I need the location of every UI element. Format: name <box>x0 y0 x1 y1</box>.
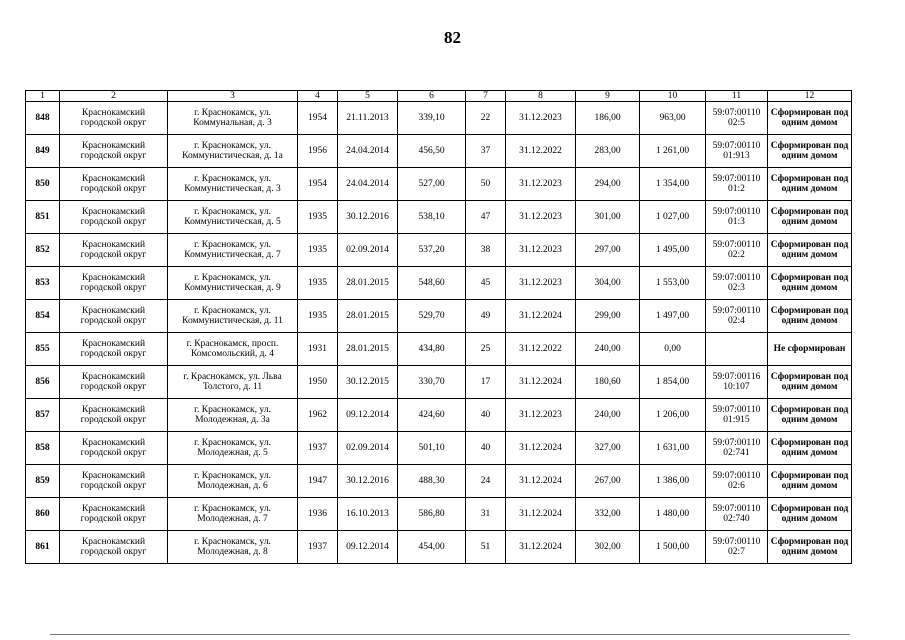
cell-apartments-area: 180,60 <box>576 366 640 399</box>
cell-land-status: Сформирован под одним домом <box>768 498 852 531</box>
cell-residents-count: 31 <box>466 498 506 531</box>
cell-residents-count: 40 <box>466 432 506 465</box>
cell-address: г. Краснокамск, ул. Молодежная, д. 5 <box>168 432 298 465</box>
cell-municipality: Краснокамский городской округ <box>60 168 168 201</box>
cell-resettlement-deadline: 31.12.2022 <box>506 333 576 366</box>
cell-land-area: 1 495,00 <box>640 234 706 267</box>
cell-municipality: Краснокамский городской округ <box>60 531 168 564</box>
cell-resettlement-deadline: 31.12.2024 <box>506 366 576 399</box>
cell-address: г. Краснокамск, ул. Молодежная, д. 6 <box>168 465 298 498</box>
cell-residents-count: 50 <box>466 168 506 201</box>
cell-living-area: 434,80 <box>398 333 466 366</box>
cell-apartments-area: 299,00 <box>576 300 640 333</box>
cell-land-area: 1 480,00 <box>640 498 706 531</box>
cell-land-area: 1 354,00 <box>640 168 706 201</box>
cell-recognition-date: 30.12.2016 <box>338 465 398 498</box>
cell-municipality: Краснокамский городской округ <box>60 201 168 234</box>
cell-address: г. Краснокамск, ул. Молодежная, д. 3а <box>168 399 298 432</box>
cell-row-number: 851 <box>26 201 60 234</box>
cell-address: г. Краснокамск, ул. Коммунистическая, д. 11 <box>168 300 298 333</box>
cell-address: г. Краснокамск, ул. Молодежная, д. 8 <box>168 531 298 564</box>
cell-land-area: 1 261,00 <box>640 135 706 168</box>
cell-municipality: Краснокамский городской округ <box>60 300 168 333</box>
cell-land-area: 0,00 <box>640 333 706 366</box>
cell-recognition-date: 16.10.2013 <box>338 498 398 531</box>
cell-resettlement-deadline: 31.12.2023 <box>506 168 576 201</box>
table-row <box>26 201 852 234</box>
cell-row-number: 856 <box>26 366 60 399</box>
table-row <box>26 432 852 465</box>
cell-row-number: 853 <box>26 267 60 300</box>
cell-build-year: 1937 <box>298 432 338 465</box>
cell-residents-count: 37 <box>466 135 506 168</box>
cell-build-year: 1954 <box>298 102 338 135</box>
table-row <box>26 399 852 432</box>
cell-build-year: 1947 <box>298 465 338 498</box>
cell-residents-count: 49 <box>466 300 506 333</box>
cell-living-area: 529,70 <box>398 300 466 333</box>
cell-cadastral-number <box>706 333 768 366</box>
cell-recognition-date: 09.12.2014 <box>338 531 398 564</box>
cell-residents-count: 24 <box>466 465 506 498</box>
cell-recognition-date: 28.01.2015 <box>338 267 398 300</box>
table-row <box>26 465 852 498</box>
cell-municipality: Краснокамский городской округ <box>60 135 168 168</box>
cell-apartments-area: 302,00 <box>576 531 640 564</box>
table-row <box>26 333 852 366</box>
column-header-8: 8 <box>506 91 576 102</box>
cell-recognition-date: 30.12.2016 <box>338 201 398 234</box>
table-row <box>26 135 852 168</box>
cell-land-area: 1 386,00 <box>640 465 706 498</box>
cell-municipality: Краснокамский городской округ <box>60 432 168 465</box>
column-header-12: 12 <box>768 91 852 102</box>
cell-build-year: 1956 <box>298 135 338 168</box>
cell-land-status: Сформирован под одним домом <box>768 366 852 399</box>
cell-land-area: 1 553,00 <box>640 267 706 300</box>
cell-land-status: Сформирован под одним домом <box>768 168 852 201</box>
cell-land-status: Сформирован под одним домом <box>768 234 852 267</box>
cell-address: г. Краснокамск, ул. Коммунистическая, д. 1а <box>168 135 298 168</box>
cell-row-number: 860 <box>26 498 60 531</box>
cell-residents-count: 51 <box>466 531 506 564</box>
cell-row-number: 852 <box>26 234 60 267</box>
cell-land-area: 1 206,00 <box>640 399 706 432</box>
cell-land-status: Сформирован под одним домом <box>768 201 852 234</box>
cell-address: г. Краснокамск, ул. Льва Толстого, д. 11 <box>168 366 298 399</box>
cell-cadastral-number: 59:07:00116 10:107 <box>706 366 768 399</box>
cell-resettlement-deadline: 31.12.2023 <box>506 267 576 300</box>
cell-cadastral-number: 59:07:00110 02:3 <box>706 267 768 300</box>
cell-living-area: 488,30 <box>398 465 466 498</box>
cell-address: г. Краснокамск, ул. Коммунистическая, д. 3 <box>168 168 298 201</box>
cell-recognition-date: 28.01.2015 <box>338 300 398 333</box>
cell-land-status: Сформирован под одним домом <box>768 432 852 465</box>
cell-apartments-area: 294,00 <box>576 168 640 201</box>
cell-municipality: Краснокамский городской округ <box>60 465 168 498</box>
bottom-divider <box>50 634 850 635</box>
cell-build-year: 1935 <box>298 234 338 267</box>
cell-municipality: Краснокамский городской округ <box>60 333 168 366</box>
cell-row-number: 850 <box>26 168 60 201</box>
column-header-2: 2 <box>60 91 168 102</box>
cell-land-area: 1 497,00 <box>640 300 706 333</box>
cell-cadastral-number: 59:07:00110 02:5 <box>706 102 768 135</box>
table-row <box>26 531 852 564</box>
cell-living-area: 330,70 <box>398 366 466 399</box>
column-header-3: 3 <box>168 91 298 102</box>
table-row <box>26 267 852 300</box>
cell-land-area: 1 500,00 <box>640 531 706 564</box>
table-row <box>26 102 852 135</box>
cell-build-year: 1950 <box>298 366 338 399</box>
cell-municipality: Краснокамский городской округ <box>60 267 168 300</box>
cell-cadastral-number: 59:07:00110 02:740 <box>706 498 768 531</box>
cell-residents-count: 38 <box>466 234 506 267</box>
column-header-7: 7 <box>466 91 506 102</box>
column-header-9: 9 <box>576 91 640 102</box>
table-row <box>26 168 852 201</box>
cell-apartments-area: 283,00 <box>576 135 640 168</box>
cell-row-number: 857 <box>26 399 60 432</box>
cell-living-area: 339,10 <box>398 102 466 135</box>
cell-resettlement-deadline: 31.12.2024 <box>506 432 576 465</box>
cell-build-year: 1954 <box>298 168 338 201</box>
cell-address: г. Краснокамск, ул. Коммунистическая, д. 5 <box>168 201 298 234</box>
cell-address: г. Краснокамск, просп. Комсомольский, д. 4 <box>168 333 298 366</box>
cell-land-area: 1 631,00 <box>640 432 706 465</box>
column-header-1: 1 <box>26 91 60 102</box>
column-header-5: 5 <box>338 91 398 102</box>
cell-municipality: Краснокамский городской округ <box>60 498 168 531</box>
cell-residents-count: 22 <box>466 102 506 135</box>
cell-build-year: 1935 <box>298 267 338 300</box>
cell-row-number: 848 <box>26 102 60 135</box>
cell-build-year: 1962 <box>298 399 338 432</box>
cell-apartments-area: 332,00 <box>576 498 640 531</box>
cell-resettlement-deadline: 31.12.2024 <box>506 465 576 498</box>
cell-cadastral-number: 59:07:00110 02:741 <box>706 432 768 465</box>
cell-residents-count: 25 <box>466 333 506 366</box>
cell-recognition-date: 30.12.2015 <box>338 366 398 399</box>
cell-living-area: 586,80 <box>398 498 466 531</box>
cell-cadastral-number: 59:07:00110 02:4 <box>706 300 768 333</box>
cell-cadastral-number: 59:07:00110 01:915 <box>706 399 768 432</box>
cell-resettlement-deadline: 31.12.2022 <box>506 135 576 168</box>
cell-living-area: 454,00 <box>398 531 466 564</box>
cell-apartments-area: 186,00 <box>576 102 640 135</box>
cell-build-year: 1935 <box>298 300 338 333</box>
page-number: 82 <box>444 28 461 47</box>
cell-residents-count: 40 <box>466 399 506 432</box>
cell-recognition-date: 09.12.2014 <box>338 399 398 432</box>
table-row <box>26 498 852 531</box>
cell-recognition-date: 24.04.2014 <box>338 135 398 168</box>
cell-address: г. Краснокамск, ул. Коммунальная, д. 3 <box>168 102 298 135</box>
cell-living-area: 527,00 <box>398 168 466 201</box>
cell-apartments-area: 301,00 <box>576 201 640 234</box>
cell-living-area: 548,60 <box>398 267 466 300</box>
cell-apartments-area: 327,00 <box>576 432 640 465</box>
column-header-4: 4 <box>298 91 338 102</box>
cell-apartments-area: 240,00 <box>576 399 640 432</box>
cell-land-status: Сформирован под одним домом <box>768 135 852 168</box>
cell-row-number: 861 <box>26 531 60 564</box>
cell-build-year: 1935 <box>298 201 338 234</box>
cell-residents-count: 17 <box>466 366 506 399</box>
cell-municipality: Краснокамский городской округ <box>60 234 168 267</box>
cell-resettlement-deadline: 31.12.2023 <box>506 102 576 135</box>
housing-registry-table <box>25 90 852 564</box>
cell-address: г. Краснокамск, ул. Молодежная, д. 7 <box>168 498 298 531</box>
cell-land-status: Не сформирован <box>768 333 852 366</box>
table-row <box>26 234 852 267</box>
cell-recognition-date: 21.11.2013 <box>338 102 398 135</box>
cell-address: г. Краснокамск, ул. Коммунистическая, д. 7 <box>168 234 298 267</box>
cell-cadastral-number: 59:07:00110 01:2 <box>706 168 768 201</box>
cell-resettlement-deadline: 31.12.2023 <box>506 201 576 234</box>
cell-municipality: Краснокамский городской округ <box>60 366 168 399</box>
column-header-6: 6 <box>398 91 466 102</box>
cell-land-area: 1 854,00 <box>640 366 706 399</box>
cell-municipality: Краснокамский городской округ <box>60 102 168 135</box>
cell-land-status: Сформирован под одним домом <box>768 531 852 564</box>
cell-living-area: 456,50 <box>398 135 466 168</box>
cell-build-year: 1936 <box>298 498 338 531</box>
table-body <box>26 102 852 564</box>
header-row <box>26 91 852 102</box>
cell-recognition-date: 24.04.2014 <box>338 168 398 201</box>
cell-land-status: Сформирован под одним домом <box>768 465 852 498</box>
cell-resettlement-deadline: 31.12.2024 <box>506 498 576 531</box>
cell-address: г. Краснокамск, ул. Коммунистическая, д. 9 <box>168 267 298 300</box>
cell-row-number: 858 <box>26 432 60 465</box>
cell-resettlement-deadline: 31.12.2023 <box>506 399 576 432</box>
column-header-11: 11 <box>706 91 768 102</box>
cell-land-status: Сформирован под одним домом <box>768 267 852 300</box>
cell-recognition-date: 28.01.2015 <box>338 333 398 366</box>
table-row <box>26 366 852 399</box>
cell-row-number: 859 <box>26 465 60 498</box>
cell-apartments-area: 240,00 <box>576 333 640 366</box>
cell-resettlement-deadline: 31.12.2023 <box>506 234 576 267</box>
cell-resettlement-deadline: 31.12.2024 <box>506 300 576 333</box>
cell-municipality: Краснокамский городской округ <box>60 399 168 432</box>
cell-residents-count: 47 <box>466 201 506 234</box>
cell-land-area: 963,00 <box>640 102 706 135</box>
cell-row-number: 854 <box>26 300 60 333</box>
cell-living-area: 538,10 <box>398 201 466 234</box>
cell-living-area: 501,10 <box>398 432 466 465</box>
cell-living-area: 537,20 <box>398 234 466 267</box>
cell-apartments-area: 267,00 <box>576 465 640 498</box>
cell-build-year: 1937 <box>298 531 338 564</box>
cell-land-status: Сформирован под одним домом <box>768 399 852 432</box>
cell-land-area: 1 027,00 <box>640 201 706 234</box>
cell-cadastral-number: 59:07:00110 01:3 <box>706 201 768 234</box>
column-header-10: 10 <box>640 91 706 102</box>
cell-apartments-area: 297,00 <box>576 234 640 267</box>
cell-cadastral-number: 59:07:00110 01:913 <box>706 135 768 168</box>
cell-resettlement-deadline: 31.12.2024 <box>506 531 576 564</box>
cell-row-number: 849 <box>26 135 60 168</box>
cell-cadastral-number: 59:07:00110 02:6 <box>706 465 768 498</box>
cell-row-number: 855 <box>26 333 60 366</box>
cell-land-status: Сформирован под одним домом <box>768 102 852 135</box>
cell-cadastral-number: 59:07:00110 02:7 <box>706 531 768 564</box>
cell-living-area: 424,60 <box>398 399 466 432</box>
cell-residents-count: 45 <box>466 267 506 300</box>
cell-recognition-date: 02.09.2014 <box>338 432 398 465</box>
table-row <box>26 300 852 333</box>
cell-cadastral-number: 59:07:00110 02:2 <box>706 234 768 267</box>
cell-land-status: Сформирован под одним домом <box>768 300 852 333</box>
cell-recognition-date: 02.09.2014 <box>338 234 398 267</box>
cell-apartments-area: 304,00 <box>576 267 640 300</box>
cell-build-year: 1931 <box>298 333 338 366</box>
